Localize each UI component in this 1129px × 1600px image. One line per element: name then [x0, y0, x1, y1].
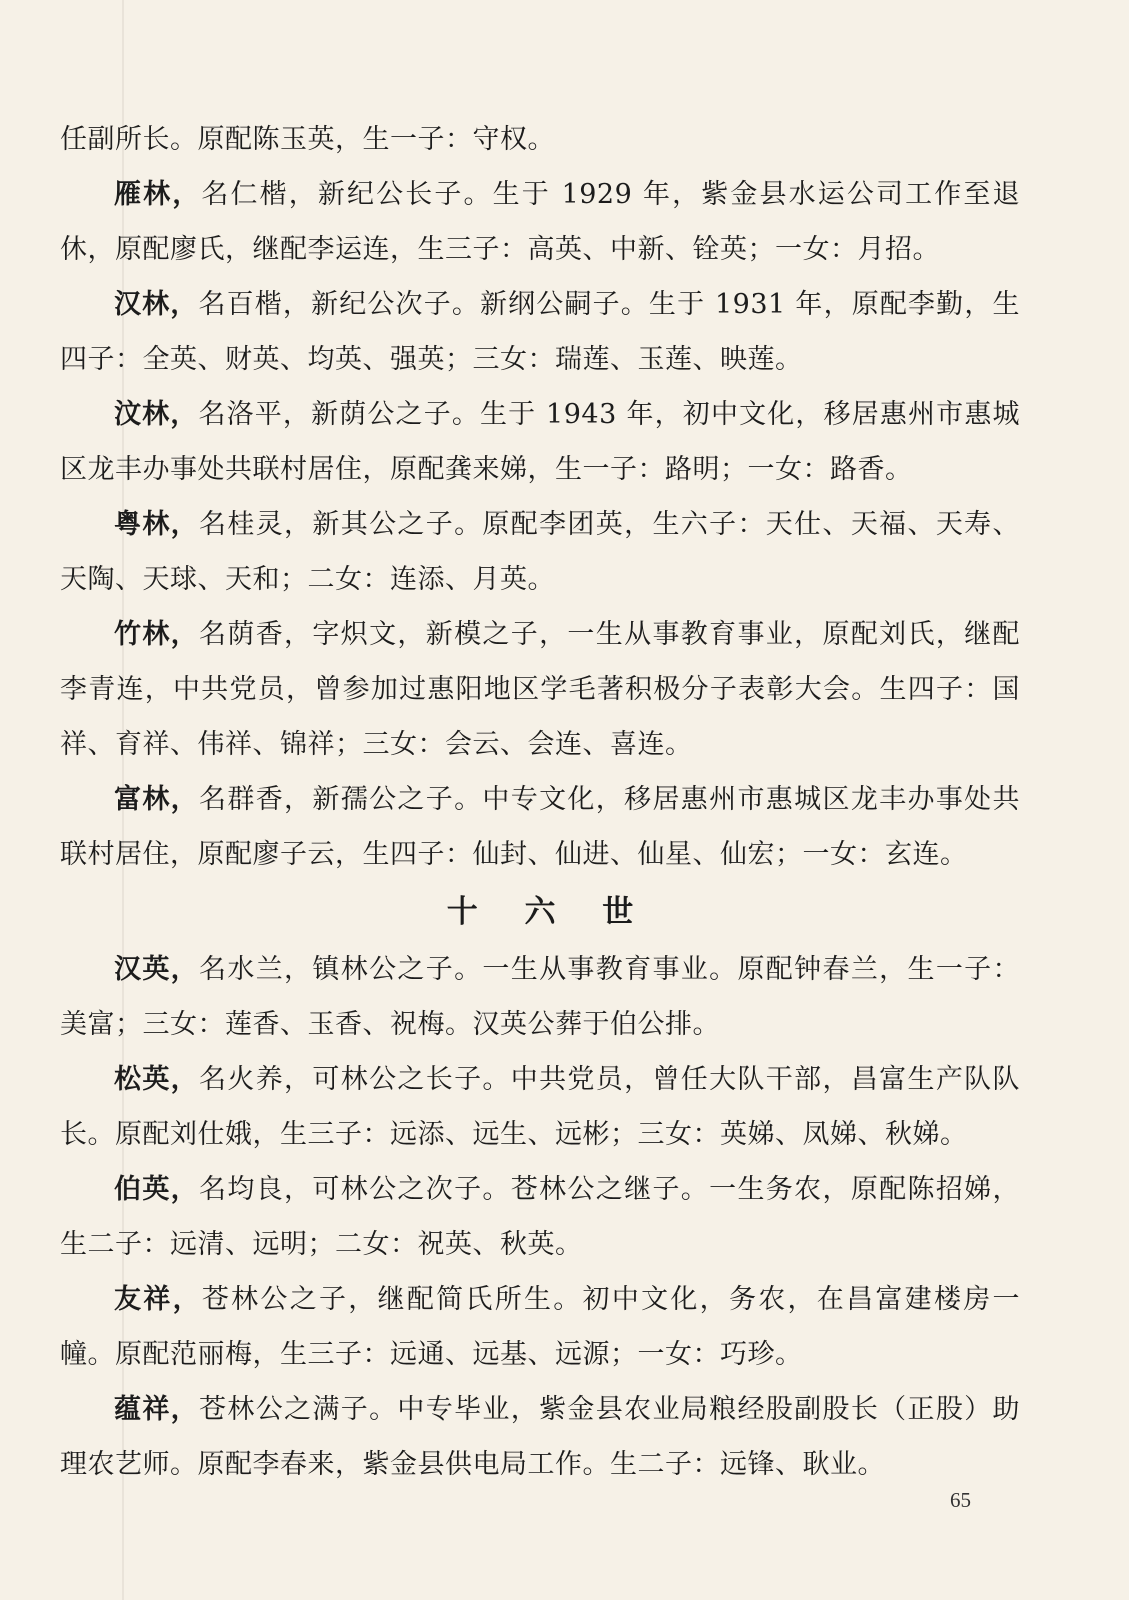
entry-text: 名火养，可林公之长子。中共党员，曾任大队干部，昌富生产队队长。原配刘仕娥，生三子：远添、远生、远彬；三女：英娣、凤娣、秋娣。 — [60, 1064, 1021, 1150]
entry-text: 名仁楷，新纪公长子。生于 1929 年，紫金县水运公司工作至退休，原配廖氏，继配李运连，生三子：高英、中新、铨英；一女：月招。 — [60, 179, 1020, 265]
entry-name: 友祥， — [114, 1284, 202, 1315]
entry-name: 竹林， — [114, 619, 200, 650]
page-number: 65 — [950, 1488, 971, 1512]
entry-paragraph — [60, 607, 1020, 772]
entry-text: 名群香，新孺公之子。中专文化，移居惠州市惠城区龙丰办事处共联村居住，原配廖子云，生四子：仙封、仙进、仙星、仙宏；一女：玄连。 — [60, 784, 1021, 870]
entry-text: 苍林公之子，继配简氏所生。初中文化，务农，在昌富建楼房一幢。原配范丽梅，生三子：远通、远基、远源；一女：巧珍。 — [60, 1284, 1021, 1370]
entry-paragraph — [60, 167, 1020, 277]
entry-text: 名均良，可林公之次子。苍林公之继子。一生务农，原配陈招娣，生二子：远清、远明；二女：祝英、秋英。 — [60, 1174, 1021, 1260]
entry-name: 雁林， — [114, 179, 202, 210]
text-block — [60, 112, 1020, 1492]
entry-name: 汶林， — [114, 399, 199, 430]
entry-paragraph — [60, 942, 1020, 1052]
section-heading: 十 六 世 — [446, 894, 652, 930]
entry-text: 苍林公之满子。中专毕业，紫金县农业局粮经股副股长（正股）助理农艺师。原配李春来，紫金县供电局工作。生二子：远锋、耿业。 — [60, 1394, 1021, 1480]
entry-name: 伯英， — [114, 1174, 200, 1205]
entry-name: 粤林， — [114, 509, 200, 540]
entry-paragraph — [60, 772, 1020, 882]
entry-text: 名桂灵，新其公之子。原配李团英，生六子：天仕、天福、天寿、天陶、天球、天和；二女：连添、月英。 — [60, 509, 1021, 595]
entry-text: 名荫香，字炽文，新模之子，一生从事教育事业，原配刘氏，继配李青连，中共党员，曾参加过惠阳地区学毛著积极分子表彰大会。生四子：国祥、育祥、伟祥、锦祥；三女：会云、会连、喜连。 — [60, 619, 1021, 760]
entry-name: 富林， — [114, 784, 200, 815]
entry-name: 汉林， — [114, 289, 199, 320]
continuation-paragraph: 任副所长。原配陈玉英，生一子：守权。 — [60, 124, 555, 155]
entry-paragraph — [60, 497, 1020, 607]
entry-paragraph — [60, 1272, 1020, 1382]
entry-paragraph — [60, 387, 1020, 497]
entry-text: 名百楷，新纪公次子。新纲公嗣子。生于 1931 年，原配李勤，生四子：全英、财英、均英、强英；三女：瑞莲、玉莲、映莲。 — [60, 289, 1020, 375]
entry-name: 汉英， — [114, 954, 200, 985]
entry-paragraph — [60, 1162, 1020, 1272]
entry-name: 蕴祥， — [114, 1394, 200, 1425]
entry-text: 名洛平，新荫公之子。生于 1943 年，初中文化，移居惠州市惠城区龙丰办事处共联村居住，原配龚来娣，生一子：路明；一女：路香。 — [60, 399, 1020, 485]
entry-paragraph — [60, 277, 1020, 387]
entry-paragraph — [60, 1052, 1020, 1162]
entry-name: 松英， — [114, 1064, 200, 1095]
entry-text: 名水兰，镇林公之子。一生从事教育事业。原配钟春兰，生一子：美富；三女：莲香、玉香、祝梅。汉英公葬于伯公排。 — [60, 954, 1021, 1040]
entry-paragraph — [60, 1382, 1020, 1492]
